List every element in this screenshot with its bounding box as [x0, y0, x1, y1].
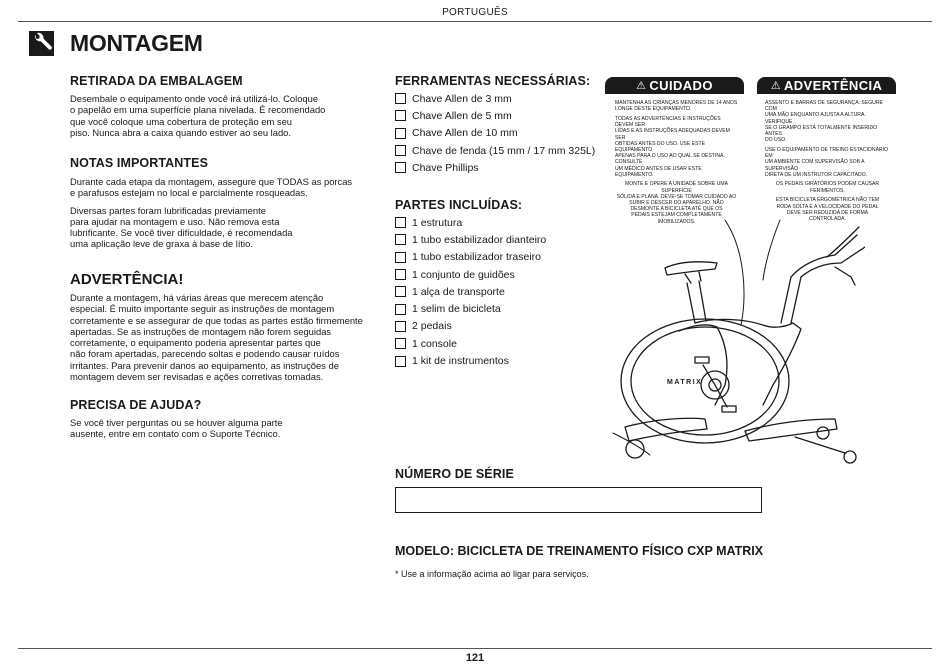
- warning-triangle-icon: ⚠: [770, 80, 781, 92]
- tools-heading: FERRAMENTAS NECESSÁRIAS:: [395, 74, 591, 88]
- language-label: PORTUGUÊS: [442, 7, 508, 18]
- notes-heading: NOTAS IMPORTANTES: [70, 156, 209, 170]
- advertencia-leader-line: [763, 220, 780, 280]
- page-title: MONTAGEM: [70, 30, 203, 56]
- part-item: 1 alça de transporte: [395, 283, 605, 300]
- part-item: 1 tubo estabilizador traseiro: [395, 249, 605, 266]
- pedal: [695, 357, 709, 363]
- tools-list: [395, 90, 605, 176]
- checkbox[interactable]: [395, 110, 406, 121]
- part-item: 1 estrutura: [395, 214, 605, 231]
- parts-heading: PARTES INCLUÍDAS:: [395, 198, 523, 212]
- checkbox[interactable]: [395, 252, 406, 263]
- tool-item: Chave Allen de 10 mm: [395, 125, 605, 142]
- tool-item: Chave Allen de 5 mm: [395, 107, 605, 124]
- top-divider: [18, 21, 932, 22]
- part-item: 1 conjunto de guidões: [395, 266, 605, 283]
- part-item: 2 pedais: [395, 318, 605, 335]
- exercise-bike-illustration: [595, 205, 865, 475]
- checkbox[interactable]: [395, 286, 406, 297]
- parts-list: [395, 214, 605, 370]
- flywheel-cover: [621, 319, 789, 443]
- checkbox[interactable]: [395, 356, 406, 367]
- serial-number-field[interactable]: [395, 487, 762, 513]
- caution-text: MANTENHA AS CRIANÇAS MENORES DE 14 ANOS LONGE DESTE EQUIPAMENTO. TODAS AS ADVERTÊNCIAS E INSTRUÇÕES DEVEM SER LIDAS E AS INSTRUÇÕES ADEQUADAS DEVEM SER OBTIDAS ANTES DO USO. USE ESTE EQUIPAMENTO APENAS PARA O USO AO QUAL SE DESTINA. CONSULTE UM MÉDICO ANTES DE USAR ESTE EQUIPAMENTO. MONTE E OPERE A UNIDADE SOBRE UMA SUPERFÍCIE SÓLIDA E PLANA. DEVE-SE TOMAR CUIDADO AO SUBIR E DESCER DO APARELHO. NÃO DESMONTE A BICICLETA ATÉ QUE OS PEDAIS ESTEJAM COMPLETAMENTE IMOBILIZADOS.: [615, 100, 738, 225]
- unpacking-heading: RETIRADA DA EMBALAGEM: [70, 74, 243, 88]
- advertencia-heading: ADVERTÊNCIA: [783, 78, 883, 93]
- page-number: 121: [465, 652, 485, 664]
- unpacking-section: [70, 74, 370, 138]
- warning-text: Durante a montagem, há várias áreas que merecem atenção especial. É muito importante seguir as instruções de montagem corretamente e se assegurar de que todas as partes estão firmemente apertadas. Se as instruções de montagem não forem seguidas corretamente, o equipamento poderia apresentar partes que não foram apertadas, parecendo soltas e podendo causar ruídos irritantes. Para prevenir danos ao equipamento, as instruções de montagem devem ser revisadas e ações corretivas tomadas.: [70, 292, 363, 383]
- warning-triangle-icon: ⚠: [636, 80, 647, 92]
- front-stabilizer: [745, 419, 837, 441]
- footnote: * Use a informação acima ao ligar para serviços.: [395, 569, 589, 579]
- checkbox[interactable]: [395, 321, 406, 332]
- saddle: [665, 262, 717, 275]
- warning-section: [70, 271, 380, 382]
- tool-item: Chave Phillips: [395, 159, 605, 176]
- checkbox[interactable]: [395, 145, 406, 156]
- rear-stabilizer: [625, 418, 707, 441]
- caution-leader-line: [725, 220, 744, 325]
- checkbox[interactable]: [395, 128, 406, 139]
- part-item: 1 selim de bicicleta: [395, 300, 605, 317]
- notes-section: [70, 156, 370, 250]
- tool-item: Chave de fenda (15 mm / 17 mm 325L): [395, 142, 605, 159]
- checkbox[interactable]: [395, 338, 406, 349]
- unpacking-text: Desembale o equipamento onde você irá utilizá-lo. Coloque o papelão em uma superfície plana nivelada. É recomendado que você coloque uma cobertura de proteção em seu piso. Nunca abra a caixa quando estiver ao seu lado.: [70, 93, 326, 138]
- caution-heading: CUIDADO: [649, 78, 713, 93]
- warning-heading: ADVERTÊNCIA!: [70, 271, 184, 288]
- notes-text-2: Diversas partes foram lubrificadas previamente para ajudar na montagem e uso. Não remova esta lubrificante. Se você tiver dificuldade, é recomendada uma aplicação leve de graxa à base de lítio.: [70, 204, 293, 250]
- model-label: MODELO: BICICLETA DE TREINAMENTO FÍSICO CXP MATRIX: [395, 544, 764, 558]
- help-section: [70, 398, 370, 440]
- help-heading: PRECISA DE AJUDA?: [70, 398, 202, 412]
- serial-heading: NÚMERO DE SÉRIE: [395, 467, 514, 481]
- advertencia-label: [757, 77, 896, 226]
- tool-item: Chave Allen de 3 mm: [395, 90, 605, 107]
- help-text: Se você tiver perguntas ou se houver alguma parte ausente, entre em contato com o Suporte Técnico.: [70, 417, 283, 440]
- notes-text-1: Durante cada etapa da montagem, assegure que TODAS as porcas e parafusos estejam no local e parcialmente rosqueadas.: [70, 176, 353, 199]
- part-item: 1 kit de instrumentos: [395, 352, 605, 369]
- bike-brand-text: MATRIX: [667, 379, 703, 386]
- tools-section: [395, 74, 605, 176]
- pedal: [722, 406, 736, 412]
- bottom-divider: [18, 648, 932, 649]
- checkbox[interactable]: [395, 304, 406, 315]
- checkbox[interactable]: [395, 234, 406, 245]
- part-item: 1 console: [395, 335, 605, 352]
- parts-section: [395, 198, 605, 370]
- checkbox[interactable]: [395, 269, 406, 280]
- checkbox[interactable]: [395, 217, 406, 228]
- advertencia-text: ASSENTO E BARRAS DE SEGURANÇA: SEGURE COM UMA MÃO ENQUANTO AJUSTA A ALTURA. VERIFIQUE SE O GRAMPO ESTÁ TOTALMENTE INSERIDO ANTES DO USO. USE O EQUIPAMENTO DE TREINO ESTACIONÁRIO EM UM AMBIENTE COM SUPERVISÃO SOB A SUPERVISÃO DIRETA DE UM INSTRUTOR CAPACITADO. OS PEDAIS GIRATÓRIOS PODEM CAUSAR FERIMENTOS. ESTA BICICLETA ERGOMÉTRICA NÃO TEM RODA SOLTA E A VELOCIDADE DO PEDAL DEVE SER REDUZIDA DE FORMA CONTROLADA.: [765, 100, 889, 222]
- wrench-icon: [29, 31, 54, 56]
- part-item: 1 tubo estabilizador dianteiro: [395, 231, 605, 248]
- checkbox[interactable]: [395, 162, 406, 173]
- checkbox[interactable]: [395, 93, 406, 104]
